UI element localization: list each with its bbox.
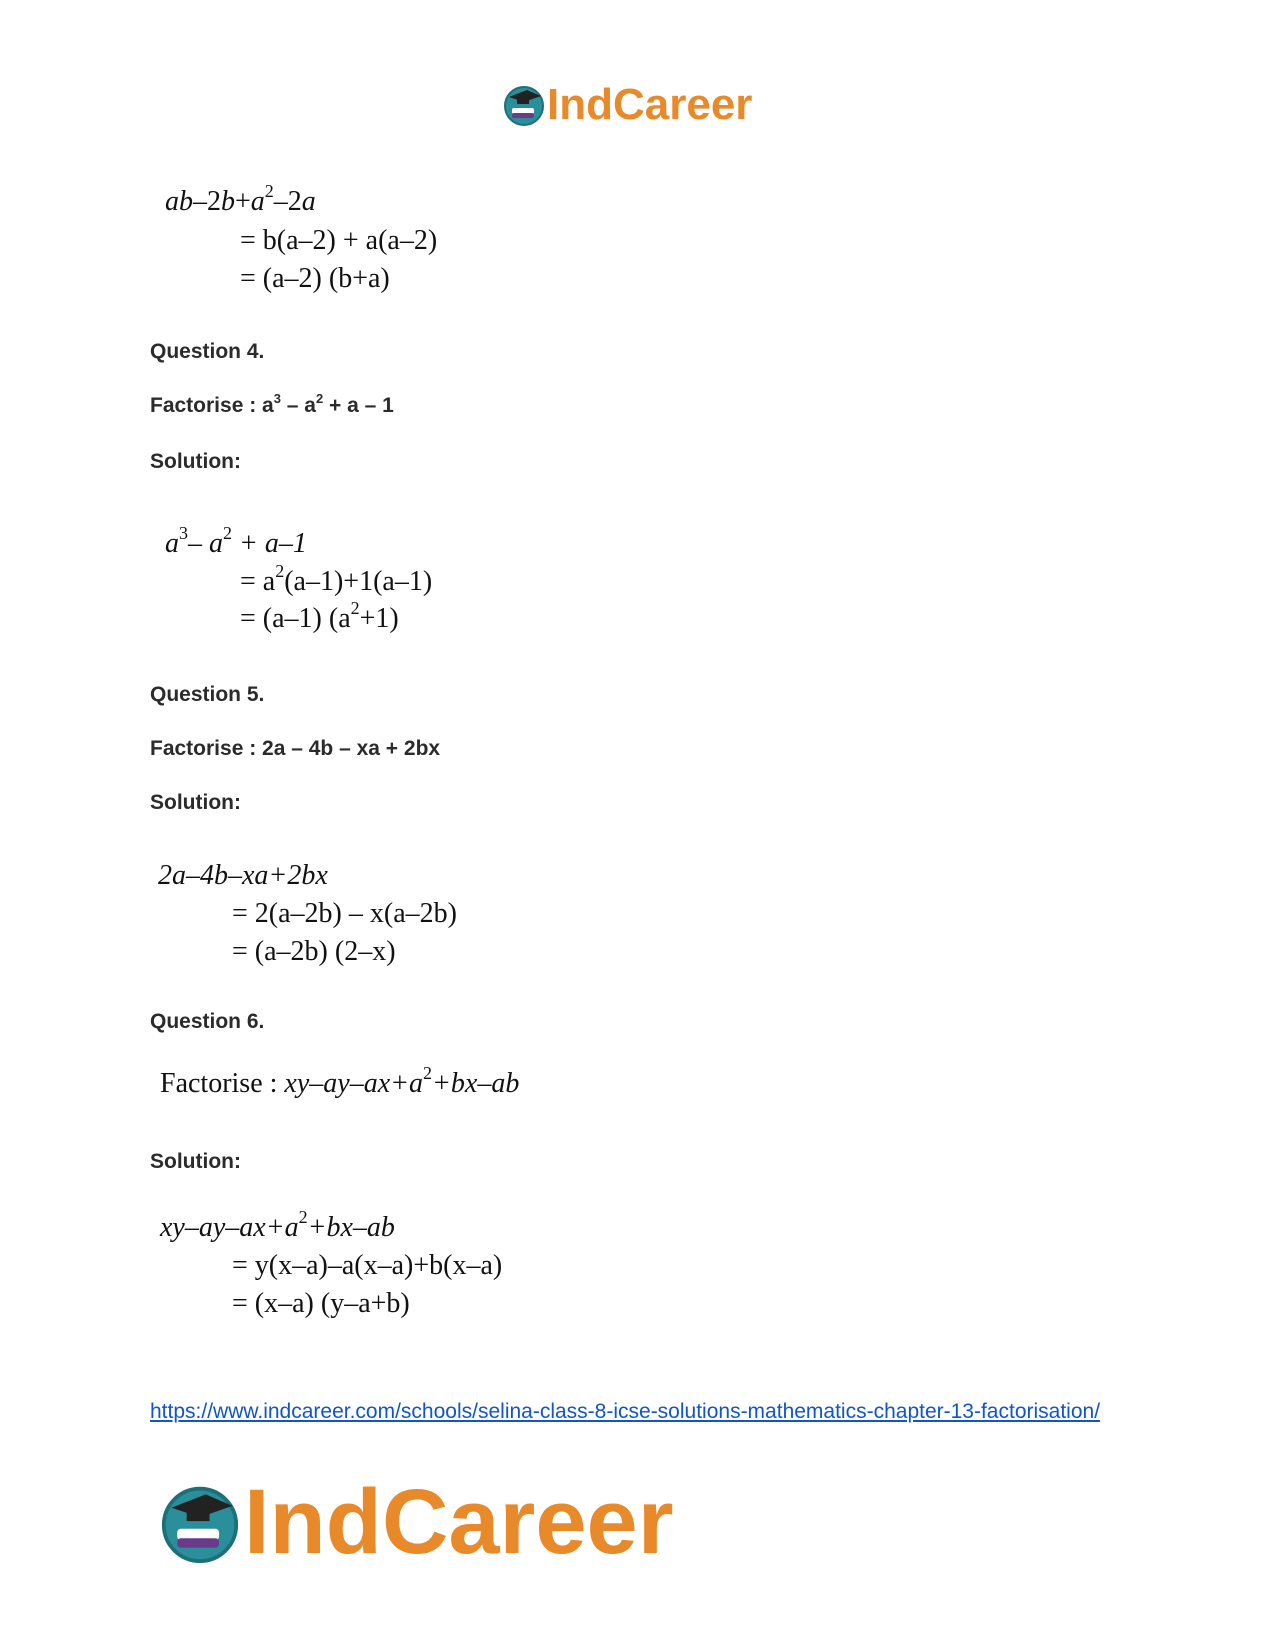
footer-logo: [160, 1470, 674, 1575]
prompt-label: Factorise :: [160, 1068, 285, 1099]
math-term: xy–ay–ax+a: [160, 1212, 299, 1243]
math-term: +bx–ab: [307, 1212, 395, 1243]
math-term: +bx–ab: [432, 1068, 520, 1099]
prompt-text: – a: [280, 394, 316, 417]
math-exponent: 2: [275, 561, 285, 581]
math-exponent: 2: [350, 598, 360, 618]
q6-line-3: = (x–a) (y–a+b): [232, 1288, 410, 1319]
math-term: a: [301, 186, 316, 217]
math-term: +1): [359, 603, 399, 634]
logo-text: IndCareer: [244, 1471, 674, 1573]
math-term: (a–1)+1(a–1): [284, 566, 433, 597]
header-logo: [503, 80, 752, 130]
question-5-prompt: Factorise : 2a – 4b – xa + 2bx: [150, 737, 441, 760]
math-term: a: [250, 186, 265, 217]
question-6-title: Question 6.: [150, 1010, 265, 1033]
question-4-title: Question 4.: [150, 340, 265, 363]
q3-line-2: = b(a–2) + a(a–2): [240, 225, 438, 256]
math-term: –2: [193, 186, 221, 217]
math-term: – a: [188, 528, 223, 559]
math-term: + a–1: [239, 528, 307, 559]
math-term: –2: [273, 186, 302, 217]
q5-line-2: = 2(a–2b) – x(a–2b): [232, 898, 457, 929]
prompt-exponent: 2: [315, 391, 324, 406]
math-term: a: [165, 528, 179, 559]
question-5-solution-label: Solution:: [150, 791, 241, 814]
math-term: b: [221, 186, 235, 217]
math-exponent: 2: [298, 1207, 308, 1227]
prompt-text: + a – 1: [323, 394, 394, 417]
math-term: = a: [240, 566, 276, 597]
q5-line-3: = (a–2b) (2–x): [232, 936, 396, 967]
graduation-cap-book-globe-icon: [160, 1483, 240, 1563]
logo-text: IndCareer: [547, 80, 753, 129]
question-6-prompt: [160, 1063, 520, 1100]
q3-line-3: = (a–2) (b+a): [240, 263, 390, 294]
question-4-prompt: [150, 391, 394, 418]
q4-line-1: [165, 523, 307, 560]
q4-line-3: [240, 598, 399, 635]
prompt-text: Factorise : a: [150, 394, 274, 417]
question-6-solution-label: Solution:: [150, 1150, 241, 1173]
math-exponent: 2: [423, 1063, 433, 1083]
q3-line-1: [165, 181, 316, 218]
math-exponent: 2: [223, 523, 232, 543]
question-5-title: Question 5.: [150, 683, 265, 706]
q6-line-1: [160, 1207, 395, 1244]
graduation-cap-book-globe-icon: [503, 84, 545, 126]
question-4-solution-label: Solution:: [150, 450, 241, 473]
math-term: = (a–1) (a: [240, 603, 351, 634]
math-exponent: 2: [264, 181, 274, 201]
math-exponent: 3: [179, 523, 188, 543]
source-link[interactable]: https://www.indcareer.com/schools/selina-class-8-icse-solutions-mathematics-chapter-13-factorisation/: [150, 1400, 1101, 1423]
q5-line-1: 2a–4b–xa+2bx: [158, 860, 328, 891]
prompt-exponent: 3: [273, 391, 281, 406]
math-term: ab: [165, 186, 193, 217]
q4-line-2: [240, 561, 433, 598]
math-term: +: [235, 186, 251, 217]
q6-line-2: = y(x–a)–a(x–a)+b(x–a): [232, 1250, 503, 1281]
math-term: xy–ay–ax+a: [284, 1068, 424, 1099]
